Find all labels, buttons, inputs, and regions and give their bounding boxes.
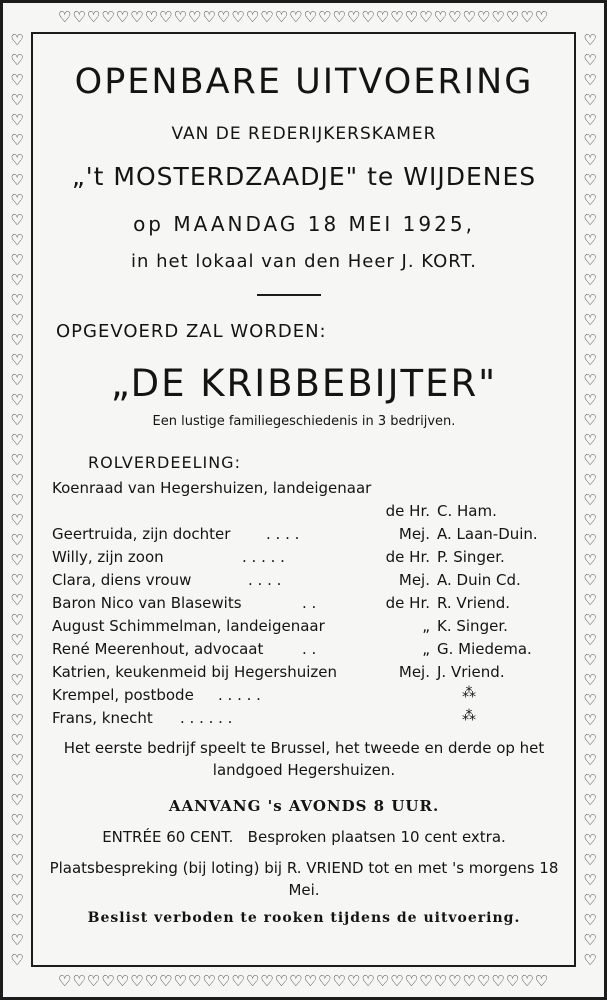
- cast-actor: A. Duin Cd.: [437, 571, 521, 589]
- cast-dots: . . . .: [266, 525, 300, 543]
- cast-dots: . . . . . .: [180, 709, 233, 727]
- cast-actor: C. Ham.: [437, 502, 497, 520]
- cast-title: „: [422, 640, 430, 658]
- cast-role: Clara, diens vrouw: [52, 571, 192, 589]
- cast-title: de Hr.: [385, 594, 430, 612]
- cast-role: Willy, zijn zoon: [52, 548, 164, 566]
- cast-row: [52, 684, 562, 707]
- cast-list: [52, 477, 562, 730]
- cast-role: René Meerenhout, advocaat: [52, 640, 264, 658]
- asterism-icon: ⁂: [462, 708, 476, 724]
- asterism-icon: ⁂: [462, 685, 476, 701]
- cast-title: Mej.: [398, 571, 430, 589]
- cast-row: [52, 546, 562, 569]
- setting-note: Het eerste bedrijf speelt te Brussel, het tweede en derde op het landgoed Hegershuizen.: [63, 739, 545, 779]
- cast-role: Baron Nico van Blasewits: [52, 594, 242, 612]
- venue-line: in het lokaal van den Heer J. KORT.: [130, 251, 478, 272]
- cast-dots: . . . . .: [242, 548, 285, 566]
- cast-title: de Hr.: [385, 502, 430, 520]
- cast-row: [52, 592, 562, 615]
- cast-dots: . .: [302, 640, 317, 658]
- start-time: AANVANG 's AVONDS 8 UUR.: [168, 797, 440, 815]
- cast-title: de Hr.: [385, 548, 430, 566]
- cast-row: [52, 661, 562, 684]
- poster-title: OPENBARE UITVOERING: [74, 62, 534, 102]
- cast-role: Geertruida, zijn dochter: [52, 525, 231, 543]
- cast-role: Krempel, postbode: [52, 686, 194, 704]
- cast-dots: . . . .: [248, 571, 282, 589]
- play-title: „DE KRIBBEBIJTER": [110, 362, 498, 405]
- society-line: VAN DE REDERIJKERSKAMER: [171, 124, 437, 144]
- reservation-info: Plaatsbespreking (bij loting) bij R. VRIEND tot en met 's morgens 18 Mei.: [49, 859, 559, 899]
- divider: [257, 294, 321, 296]
- performance-date: op MAANDAG 18 MEI 1925,: [133, 212, 475, 236]
- play-subtitle: Een lustige familiegeschiedenis in 3 bedrijven.: [152, 414, 456, 429]
- opgevoerd-heading: OPGEVOERD ZAL WORDEN:: [56, 321, 327, 342]
- cast-row: [52, 638, 562, 661]
- heart-border-right: ♡♡♡♡♡♡♡♡♡♡♡♡♡♡♡♡♡♡♡♡♡♡♡♡♡♡♡♡♡♡♡♡♡♡♡♡♡♡♡♡♡♡♡♡♡♡♡: [583, 31, 597, 969]
- cast-actor: P. Singer.: [437, 548, 505, 566]
- cast-row: [52, 707, 562, 730]
- cast-row: [52, 477, 562, 500]
- cast-role: August Schimmelman, landeigenaar: [52, 617, 325, 635]
- cast-actor: A. Laan-Duin.: [437, 525, 538, 543]
- cast-row: [52, 615, 562, 638]
- cast-dots: . . . . .: [218, 686, 261, 704]
- cast-row: [52, 569, 562, 592]
- cast-actor: J. Vriend.: [437, 663, 505, 681]
- cast-title: Mej.: [398, 663, 430, 681]
- no-smoking-notice: Beslist verboden te rooken tijdens de uitvoering.: [87, 910, 521, 926]
- cast-heading: ROLVERDEELING:: [88, 453, 241, 472]
- heart-border-bottom: ♡♡♡♡♡♡♡♡♡♡♡♡♡♡♡♡♡♡♡♡♡♡♡♡♡♡♡♡♡♡♡♡♡♡: [57, 972, 550, 990]
- cast-actor: K. Singer.: [437, 617, 508, 635]
- cast-role: Frans, knecht: [52, 709, 153, 727]
- cast-title: „: [422, 617, 430, 635]
- cast-row: [52, 500, 562, 523]
- cast-role: Katrien, keukenmeid bij Hegershuizen: [52, 663, 337, 681]
- cast-role: Koenraad van Hegershuizen, landeigenaar: [52, 479, 372, 497]
- cast-dots: . .: [302, 594, 317, 612]
- cast-row: [52, 523, 562, 546]
- cast-title: Mej.: [398, 525, 430, 543]
- heart-border-left: ♡♡♡♡♡♡♡♡♡♡♡♡♡♡♡♡♡♡♡♡♡♡♡♡♡♡♡♡♡♡♡♡♡♡♡♡♡♡♡♡♡♡♡♡♡♡♡: [10, 31, 24, 969]
- heart-border-top: ♡♡♡♡♡♡♡♡♡♡♡♡♡♡♡♡♡♡♡♡♡♡♡♡♡♡♡♡♡♡♡♡♡♡: [57, 8, 550, 26]
- cast-actor: R. Vriend.: [437, 594, 511, 612]
- entry-price: ENTRÉE 60 CENT. Besproken plaatsen 10 cent extra.: [102, 828, 506, 846]
- club-name: „'t MOSTERDZAADJE" te WIJDENES: [71, 162, 537, 191]
- cast-actor: G. Miedema.: [437, 640, 532, 658]
